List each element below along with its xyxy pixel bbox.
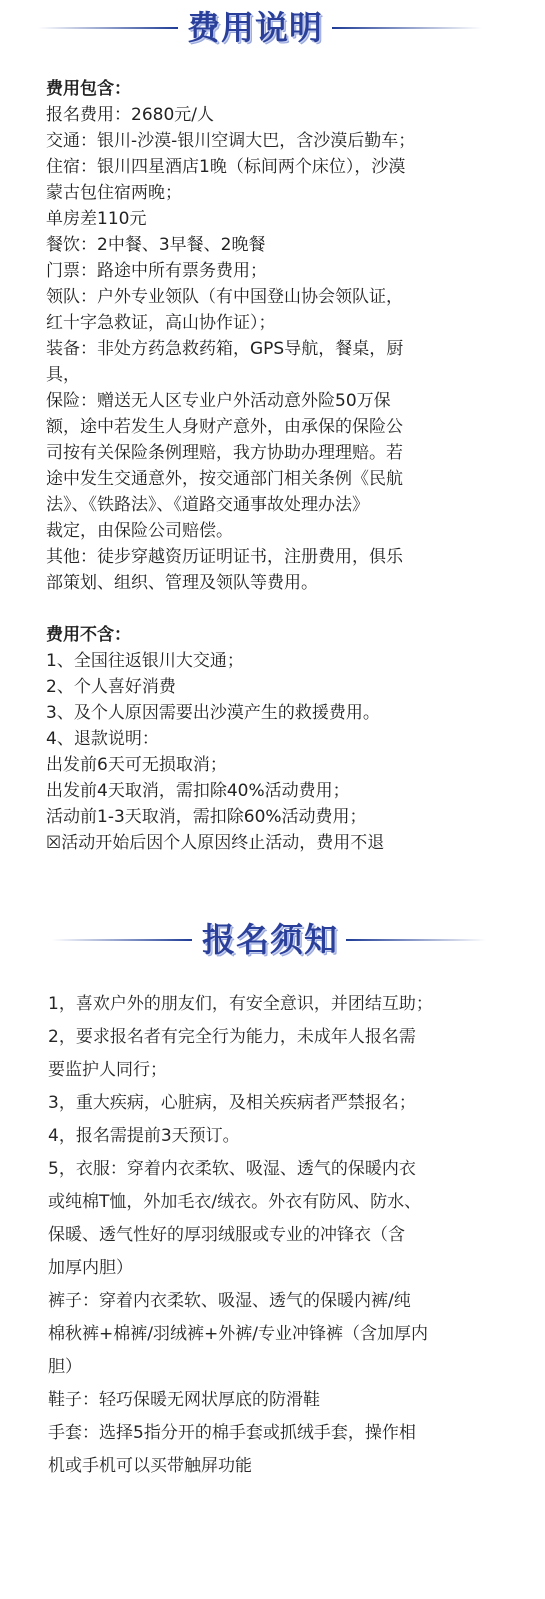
notice-line: 1，喜欢户外的朋友们，有安全意识，并团结互助； bbox=[48, 994, 433, 1014]
fee-included-line: 保险：赠送无人区专业户外活动意外险50万保 bbox=[46, 391, 391, 411]
notice-section-header bbox=[0, 918, 545, 962]
fee-included-line: 法》、《铁路法》、《道路交通事故处理办法》 bbox=[46, 495, 369, 515]
fee-included-line: 餐饮：2中餐、3早餐、2晚餐 bbox=[46, 235, 266, 255]
fee-included-line: 装备：非处方药急救药箱，GPS导航，餐桌，厨 bbox=[46, 339, 404, 359]
fee-excluded-line: 4、退款说明： bbox=[46, 729, 159, 749]
fee-included-line: 报名费用：2680元/人 bbox=[46, 105, 214, 125]
fee-included-line: 领队：户外专业领队（有中国登山协会领队证， bbox=[46, 287, 403, 307]
title-divider-right bbox=[346, 939, 486, 941]
notice-line: 4，报名需提前3天预订。 bbox=[48, 1126, 240, 1146]
fee-included-line: 具， bbox=[46, 365, 80, 385]
fee-included-line: 蒙古包住宿两晚； bbox=[46, 183, 182, 203]
fee-included-line: 其他：徒步穿越资历证明证书，注册费用，俱乐 bbox=[46, 547, 403, 567]
notice-line: 棉秋裤+棉裤/羽绒裤+外裤/专业冲锋裤（含加厚内 bbox=[48, 1324, 428, 1344]
notice-line: 手套：选择5指分开的棉手套或抓绒手套，操作相 bbox=[48, 1423, 416, 1443]
fee-included-list bbox=[46, 102, 506, 596]
notice-line: 保暖、透气性好的厚羽绒服或专业的冲锋衣（含 bbox=[48, 1225, 405, 1245]
title-divider-left bbox=[52, 939, 192, 941]
notice-line: 胆） bbox=[48, 1357, 82, 1377]
notice-details bbox=[48, 988, 508, 1483]
fee-included-line: 裁定，由保险公司赔偿。 bbox=[46, 521, 233, 541]
notice-section-title: 报名须知 bbox=[202, 920, 338, 959]
fee-details bbox=[46, 76, 506, 856]
notice-line: 3，重大疾病，心脏病，及相关疾病者严禁报名； bbox=[48, 1093, 416, 1113]
fee-excluded-line: 3、及个人原因需要出沙漠产生的救援费用。 bbox=[46, 703, 380, 723]
fee-included-heading: 费用包含： bbox=[46, 79, 131, 99]
fee-included-line: 单房差110元 bbox=[46, 209, 147, 229]
notice-line: 要监护人同行； bbox=[48, 1060, 167, 1080]
fee-included-line: 门票：路途中所有票务费用； bbox=[46, 261, 267, 281]
title-divider-right bbox=[332, 27, 482, 29]
notice-line: 机或手机可以买带触屏功能 bbox=[48, 1456, 252, 1476]
fee-excluded-line: ☒活动开始后因个人原因终止活动，费用不退 bbox=[46, 833, 385, 853]
notice-line: 2，要求报名者有完全行为能力，未成年人报名需 bbox=[48, 1027, 416, 1047]
fee-excluded-line: 活动前1-3天取消，需扣除60%活动费用； bbox=[46, 807, 367, 827]
fee-excluded-list bbox=[46, 648, 506, 856]
fee-included-line: 额，途中若发生人身财产意外，由承保的保险公 bbox=[46, 417, 403, 437]
notice-line: 5，衣服：穿着内衣柔软、吸湿、透气的保暖内衣 bbox=[48, 1159, 416, 1179]
title-divider-left bbox=[38, 27, 178, 29]
fee-included-line: 途中发生交通意外，按交通部门相关条例《民航 bbox=[46, 469, 403, 489]
fee-section-header bbox=[0, 6, 545, 50]
fee-excluded-line: 出发前4天取消，需扣除40%活动费用； bbox=[46, 781, 350, 801]
fee-section-title: 费用说明 bbox=[187, 8, 323, 47]
fee-included-line: 交通：银川-沙漠-银川空调大巴，含沙漠后勤车； bbox=[46, 131, 416, 151]
notice-line: 或纯棉T恤，外加毛衣/绒衣。外衣有防风、防水、 bbox=[48, 1192, 422, 1212]
fee-included-line: 红十字急救证，高山协作证）； bbox=[46, 313, 276, 333]
notice-line: 裤子：穿着内衣柔软、吸湿、透气的保暖内裤/纯 bbox=[48, 1291, 411, 1311]
fee-included-line: 部策划、组织、管理及领队等费用。 bbox=[46, 573, 318, 593]
fee-included-line: 司按有关保险条例理赔，我方协助办理理赔。若 bbox=[46, 443, 403, 463]
fee-excluded-line: 2、个人喜好消费 bbox=[46, 677, 176, 697]
notice-line: 鞋子：轻巧保暖无网状厚底的防滑鞋 bbox=[48, 1390, 320, 1410]
fee-excluded-heading: 费用不含： bbox=[46, 625, 131, 645]
fee-excluded-line: 出发前6天可无损取消； bbox=[46, 755, 227, 775]
fee-included-line: 住宿：银川四星酒店1晚（标间两个床位），沙漠 bbox=[46, 157, 406, 177]
notice-line: 加厚内胆） bbox=[48, 1258, 133, 1278]
fee-excluded-line: 1、全国往返银川大交通； bbox=[46, 651, 244, 671]
